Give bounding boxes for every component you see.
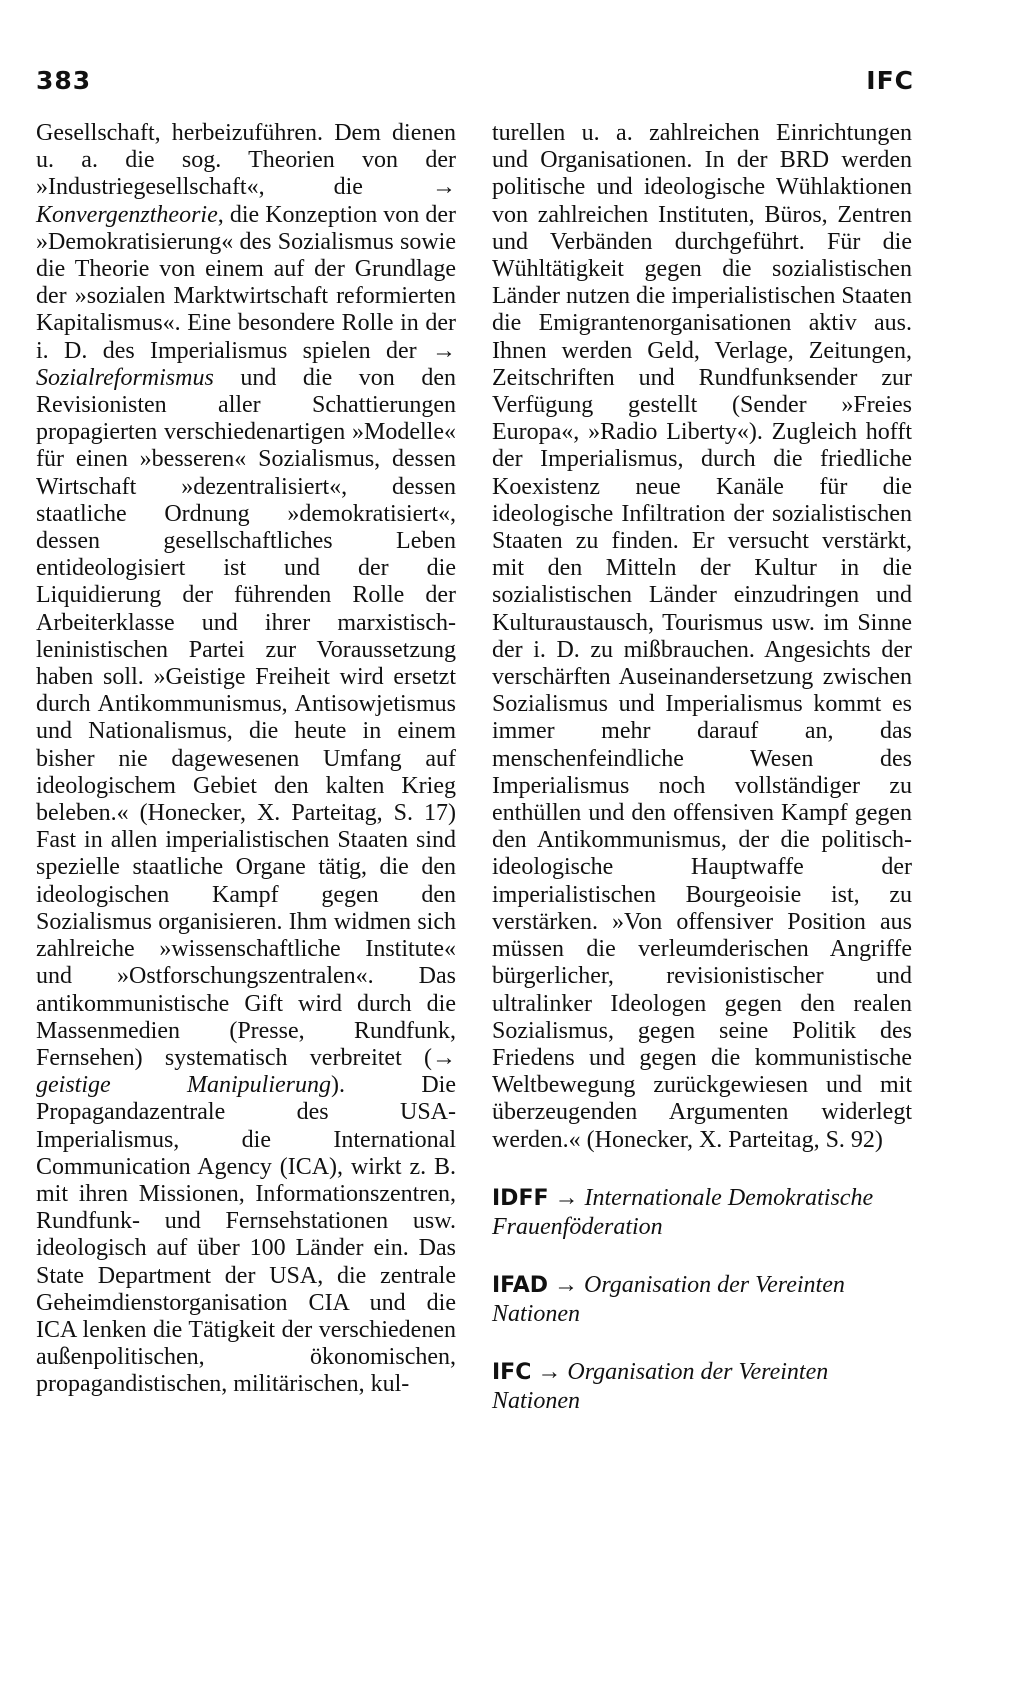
running-head: IFC <box>866 66 914 95</box>
entry-reference: Organisation der Vereinten Nationen <box>492 1271 845 1327</box>
cross-reference: geistige Manipulierung <box>36 1072 331 1099</box>
right-column-text: turellen u. a. zahlreichen Einrichtungen und Organisationen. In der BRD werden politische und ideologische Wühlaktionen von zahlreichen Instituten, Büros, Zentren und Verbänden durchgeführt. Für die Wühltätigkeit gegen die sozialistischen Länder nutzen die imperialistischen Staaten die Emigrantenorganisationen aktiv aus. Ihnen werden Geld, Verlage, Zeitungen, Zeitschriften und Rundfunksender zur Verfügung gestellt (Sender »Freies Europa«, »Radio Liberty«). Zugleich hofft der Imperialismus, durch die friedliche Koexistenz neue Kanäle für die ideologische Infiltration der sozialistischen Staaten zu finden. Er versucht verstärkt, mit den Mitteln der Kultur in die sozialistischen Länder einzudringen und Kulturaustausch, Tourismus usw. im Sinne der i. D. zu mißbrauchen. Angesichts der verschärften Auseinandersetzung zwischen Sozialismus und Imperialismus kommt es immer mehr darauf an, das menschenfeindliche Wesen des Imperialismus noch vollständiger zu enthüllen und den offensiven Kampf gegen den Antikommunismus, der die politisch-ideologische Hauptwaffe der imperialistischen Bourgeoisie ist, zu verstärken. »Von offensiver Position aus müssen die verleumderischen Angriffe bürgerlicher, revisionistischer und ultralinker Ideologen gegen den realen Sozialismus, gegen seine Politik des Friedens und gegen die kommunistische Weltbewegung zurückgewiesen und mit überzeugenden Argumenten widerlegt werden.« (Honecker, X. Parteitag, S. 92) <box>492 120 912 1153</box>
entry-headword: IDFF <box>492 1185 549 1211</box>
dictionary-entry <box>492 1184 912 1241</box>
page-number: 383 <box>36 66 92 95</box>
body-text: und die von den Revisionisten aller Schattierungen propagierten verschiedenartigen »Modelle« für einen »besseren« Sozialismus, dessen Wirtschaft »dezentralisiert«, dessen staatliche Ordnung »demokratisiert«, dessen gesellschaftliches Leben entideologisiert ist und der die Liquidierung der führenden Rolle der Arbeiterklasse und ihrer marxistisch-leninistischen Partei zur Voraussetzung haben soll. »Geistige Freiheit wird ersetzt durch Antikommunismus, Antisowjetismus und Nationalismus, die heute in einem bisher nie dagewesenen Umfang auf ideologischem Gebiet den kalten Krieg beleben.« (Honecker, X. Parteitag, S. 17) Fast in allen imperialistischen Staaten sind spezielle staatliche Organe tätig, die den ideologischen Kampf gegen den Sozialismus organisieren. Ihm widmen sich zahlreiche »wissenschaftliche Institute« und »Ostforschungszentralen«. Das antikommunistische Gift wird durch die Massenmedien (Presse, Rundfunk, Fernsehen) systematisch verbreitet (→ <box>36 364 456 1071</box>
body-text: , die Konzeption von der »Demokratisierung« des Sozialismus sowie die Theorie von einem auf der Grundlage der »sozialen Marktwirtschaft reformierten Kapitalismus«. Eine besondere Rolle in der i. D. des Imperialismus spielen der → <box>36 201 456 364</box>
entry-headword: IFAD <box>492 1272 548 1298</box>
entry-headword: IFC <box>492 1359 532 1385</box>
entry-reference: Internationale Demokratische Frauenföderation <box>492 1184 874 1240</box>
body-text: Gesellschaft, herbeizuführen. Dem dienen u. a. die sog. Theorien von der »Industriegesellschaft«, die → <box>36 120 456 201</box>
entry-reference: Organisation der Vereinten Nationen <box>492 1358 829 1414</box>
cross-reference: Konvergenztheorie <box>36 201 218 228</box>
arrow-icon: → <box>554 1184 579 1211</box>
left-column-text <box>36 120 456 1399</box>
cross-reference: Sozialreformismus <box>36 364 214 391</box>
arrow-icon: → <box>537 1358 562 1385</box>
right-column <box>492 120 912 1415</box>
dictionary-entry <box>492 1271 912 1328</box>
dictionary-entry <box>492 1358 912 1415</box>
arrow-icon: → <box>553 1271 578 1298</box>
left-column <box>36 120 456 1399</box>
body-text: ). Die Propagandazentrale des USA-Imperialismus, die International Communication Agency (ICA), wirkt z. B. mit ihren Missionen, Informationszentren, Rundfunk- und Fernsehstationen usw. ideologisch auf über 100 Länder ein. Das State Department der USA, die zentrale Geheimdienstorganisation CIA und die ICA lenken die Tätigkeit der verschiedenen außenpolitischen, ökonomischen, propagandistischen, militärischen, kul- <box>36 1072 456 1398</box>
